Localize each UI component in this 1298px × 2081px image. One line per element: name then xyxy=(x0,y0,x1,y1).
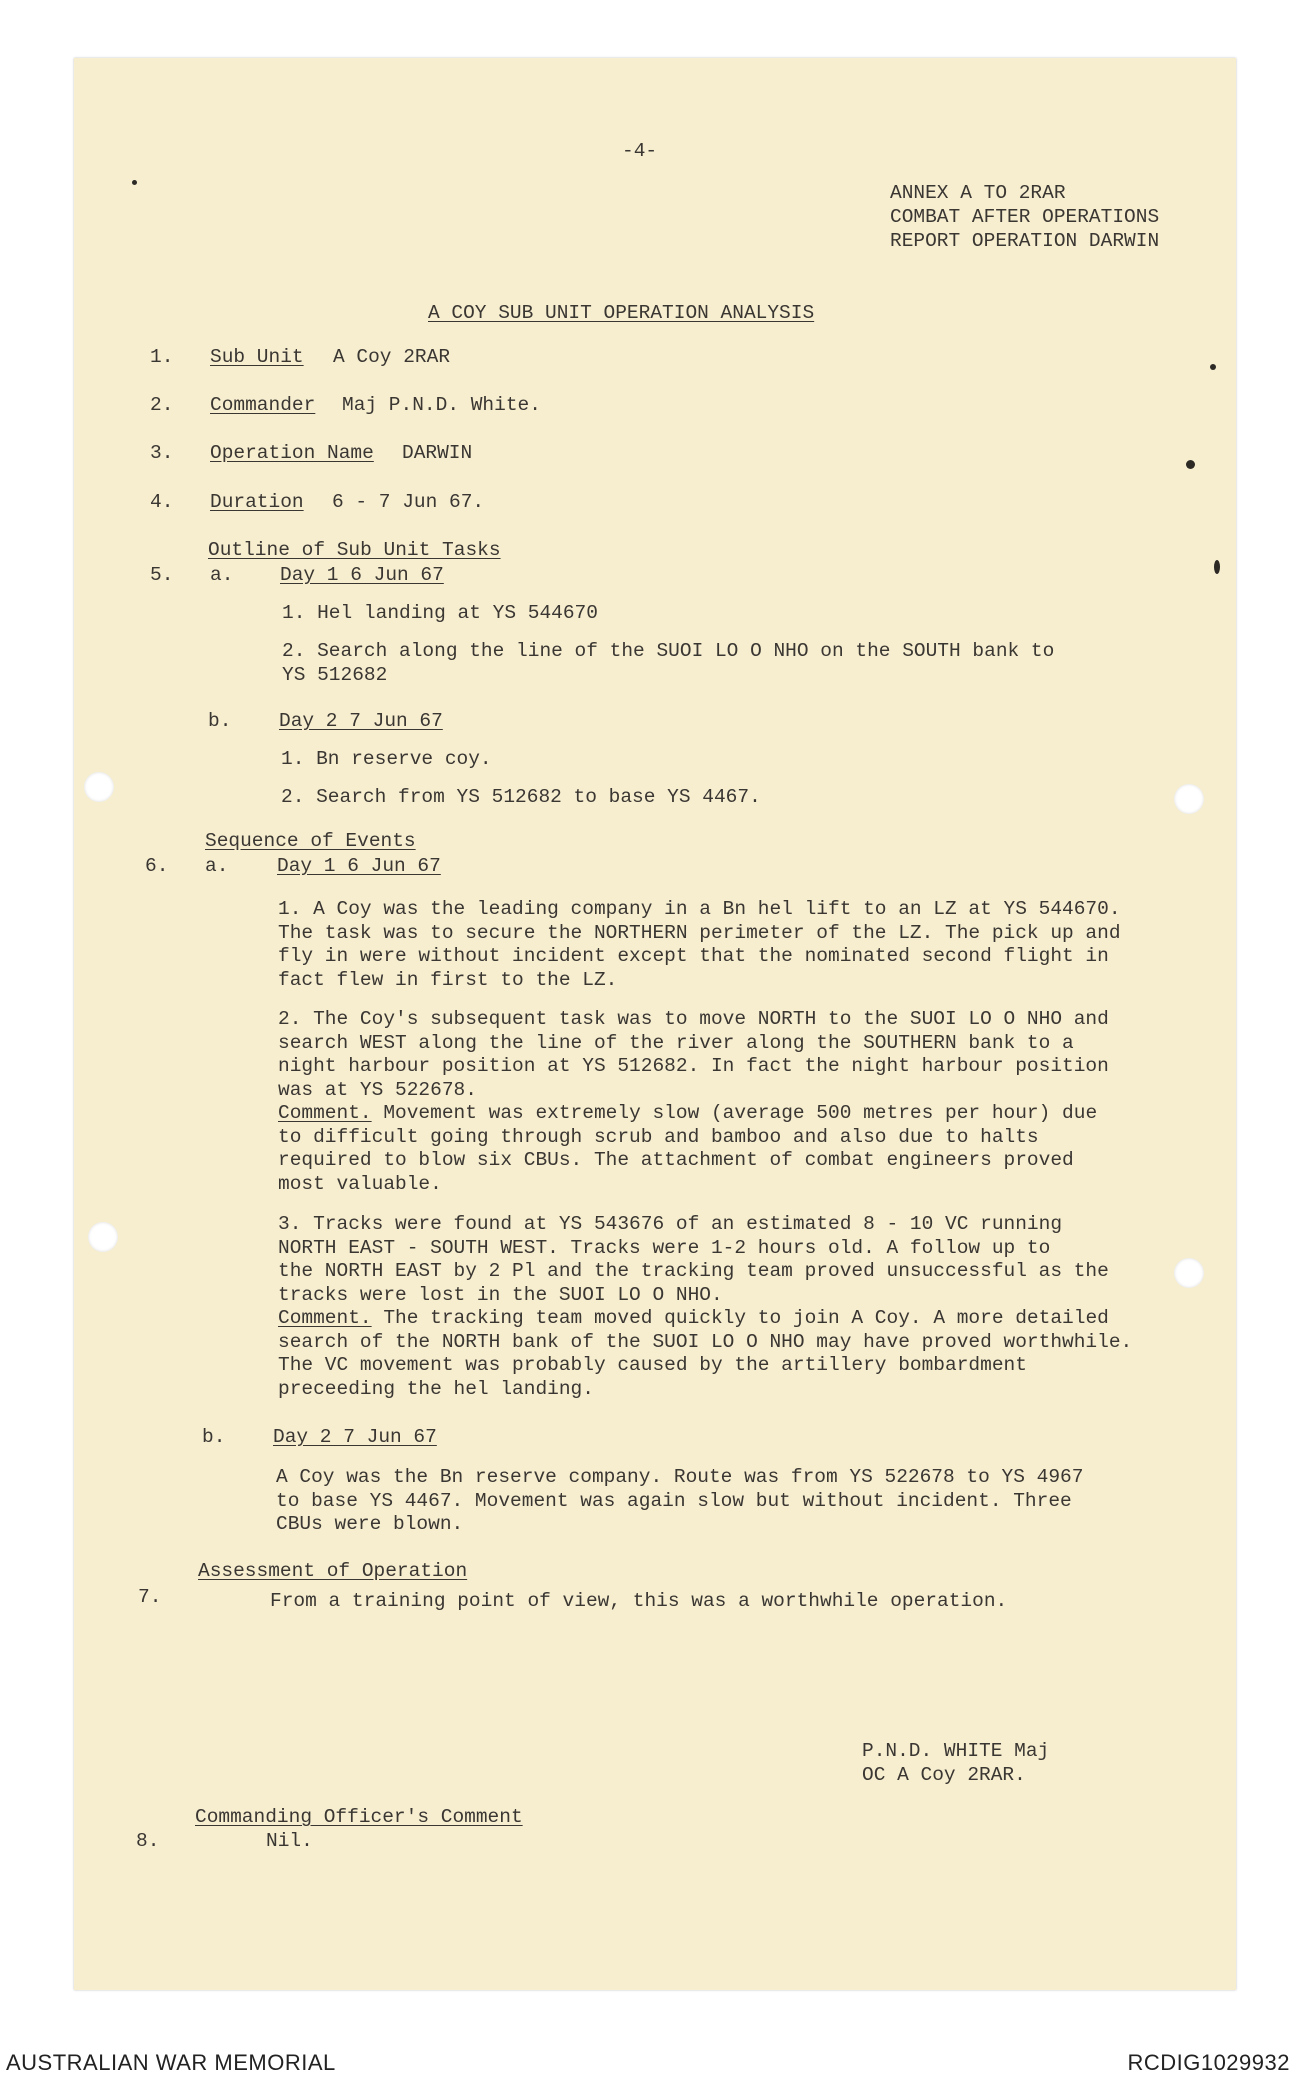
comment-text: The tracking team moved quickly to join A Coy. A more detailed search of the NORTH bank of the SUOI LO O NHO may have proved worthwhile. The VC movement was probably caused by the artillery bombardment preceeding the hel landing. xyxy=(278,1307,1133,1400)
subitem-letter: b. xyxy=(208,710,232,732)
outline-task: 2. Search from YS 512682 to base YS 4467. xyxy=(281,786,761,808)
outline-heading: Outline of Sub Unit Tasks xyxy=(208,539,501,561)
sequence-heading: Sequence of Events xyxy=(205,830,416,852)
outline-day-1: Day 1 6 Jun 67 xyxy=(280,564,444,586)
item-number: 5. xyxy=(150,564,174,586)
assessment-text: From a training point of view, this was a worthwhile operation. xyxy=(270,1590,1008,1612)
operation-name-value: DARWIN xyxy=(402,442,473,464)
item-number: 2. xyxy=(150,394,174,416)
comment-text: Movement was extremely slow (average 500 metres per hour) due to difficult going through scrub and bamboo and also due to halts required to blow six CBUs. The attachment of combat engineers proved most valuable. xyxy=(278,1102,1098,1195)
subitem-letter: a. xyxy=(210,564,234,586)
paragraph-text: 1. A Coy was the leading company in a Bn hel lift to an LZ at YS 544670. The task was to secure the NORTHERN perimeter of the LZ. The pick up and fly in were without incident except that the nominated second flight in fact flew in first to the LZ. xyxy=(278,898,1121,991)
item-number: 4. xyxy=(150,491,174,513)
co-comment-heading: Commanding Officer's Comment xyxy=(195,1806,523,1828)
item-number: 7. xyxy=(138,1586,162,1608)
footer-item-id: RCDIG1029932 xyxy=(1127,2050,1290,2075)
ink-speck xyxy=(1186,460,1195,469)
outline-task: 1. Hel landing at YS 544670 xyxy=(282,602,598,624)
sequence-paragraph-1 xyxy=(278,898,1158,992)
outline-task: 2. Search along the line of the SUOI LO O NHO on the SOUTH bank to YS 512682 xyxy=(282,640,1055,686)
paragraph-text: 3. Tracks were found at YS 543676 of an estimated 8 - 10 VC running NORTH EAST - SOUTH WEST. Tracks were 1-2 hours old. A follow up to the NORTH EAST by 2 Pl and the tracking team proved unsuccessful as the tracks were lost in the SUOI LO O NHO. xyxy=(278,1213,1109,1306)
page-number: -4- xyxy=(622,140,658,162)
outline-task: 1. Bn reserve coy. xyxy=(281,748,492,770)
commander-label: Commander xyxy=(210,394,316,416)
signature-line: OC A Coy 2RAR. xyxy=(862,1764,1026,1786)
subitem-letter: b. xyxy=(202,1426,226,1448)
item-number: 1. xyxy=(150,346,174,368)
co-comment-text: Nil. xyxy=(266,1830,313,1852)
subitem-letter: a. xyxy=(205,855,229,877)
assessment-heading: Assessment of Operation xyxy=(198,1560,468,1582)
punch-hole xyxy=(1174,1258,1204,1288)
punch-hole xyxy=(1174,784,1204,814)
sub-unit-value: A Coy 2RAR xyxy=(333,346,451,368)
sequence-day-1: Day 1 6 Jun 67 xyxy=(277,855,441,877)
ink-speck xyxy=(1210,364,1216,370)
outline-day-2: Day 2 7 Jun 67 xyxy=(279,710,443,732)
annex-heading-line: REPORT OPERATION DARWIN xyxy=(890,230,1160,252)
sub-unit-label: Sub Unit xyxy=(210,346,304,368)
sequence-day-2: Day 2 7 Jun 67 xyxy=(273,1426,437,1448)
item-number: 6. xyxy=(145,855,169,877)
item-number: 8. xyxy=(136,1830,160,1852)
item-number: 3. xyxy=(150,442,174,464)
comment-label: Comment. xyxy=(278,1307,372,1329)
operation-name-label: Operation Name xyxy=(210,442,374,464)
document-title: A COY SUB UNIT OPERATION ANALYSIS xyxy=(428,302,815,324)
paragraph-text: 2. The Coy's subsequent task was to move NORTH to the SUOI LO O NHO and search WEST along the line of the river along the SOUTHERN bank to a night harbour position at YS 512682. In fact the night harbour position was at YS 522678. xyxy=(278,1008,1109,1101)
ink-speck xyxy=(1214,560,1220,574)
annex-heading-line: ANNEX A TO 2RAR xyxy=(890,182,1066,204)
paragraph-text: A Coy was the Bn reserve company. Route was from YS 522678 to YS 4967 to base YS 4467. Movement was again slow but without incident. Three CBUs were blown. xyxy=(276,1466,1084,1535)
sequence-day-2-text xyxy=(276,1466,1156,1537)
punch-hole xyxy=(88,1222,118,1252)
annex-heading-line: COMBAT AFTER OPERATIONS xyxy=(890,206,1160,228)
duration-value: 6 - 7 Jun 67. xyxy=(332,491,485,513)
sequence-paragraph-3 xyxy=(278,1213,1158,1401)
commander-value: Maj P.N.D. White. xyxy=(342,394,541,416)
sequence-paragraph-2 xyxy=(278,1008,1158,1196)
ink-speck xyxy=(132,180,137,185)
footer-archive-name: AUSTRALIAN WAR MEMORIAL xyxy=(6,2050,336,2075)
comment-label: Comment. xyxy=(278,1102,372,1124)
punch-hole xyxy=(84,772,114,802)
signature-line: P.N.D. WHITE Maj xyxy=(862,1740,1050,1762)
duration-label: Duration xyxy=(210,491,304,513)
